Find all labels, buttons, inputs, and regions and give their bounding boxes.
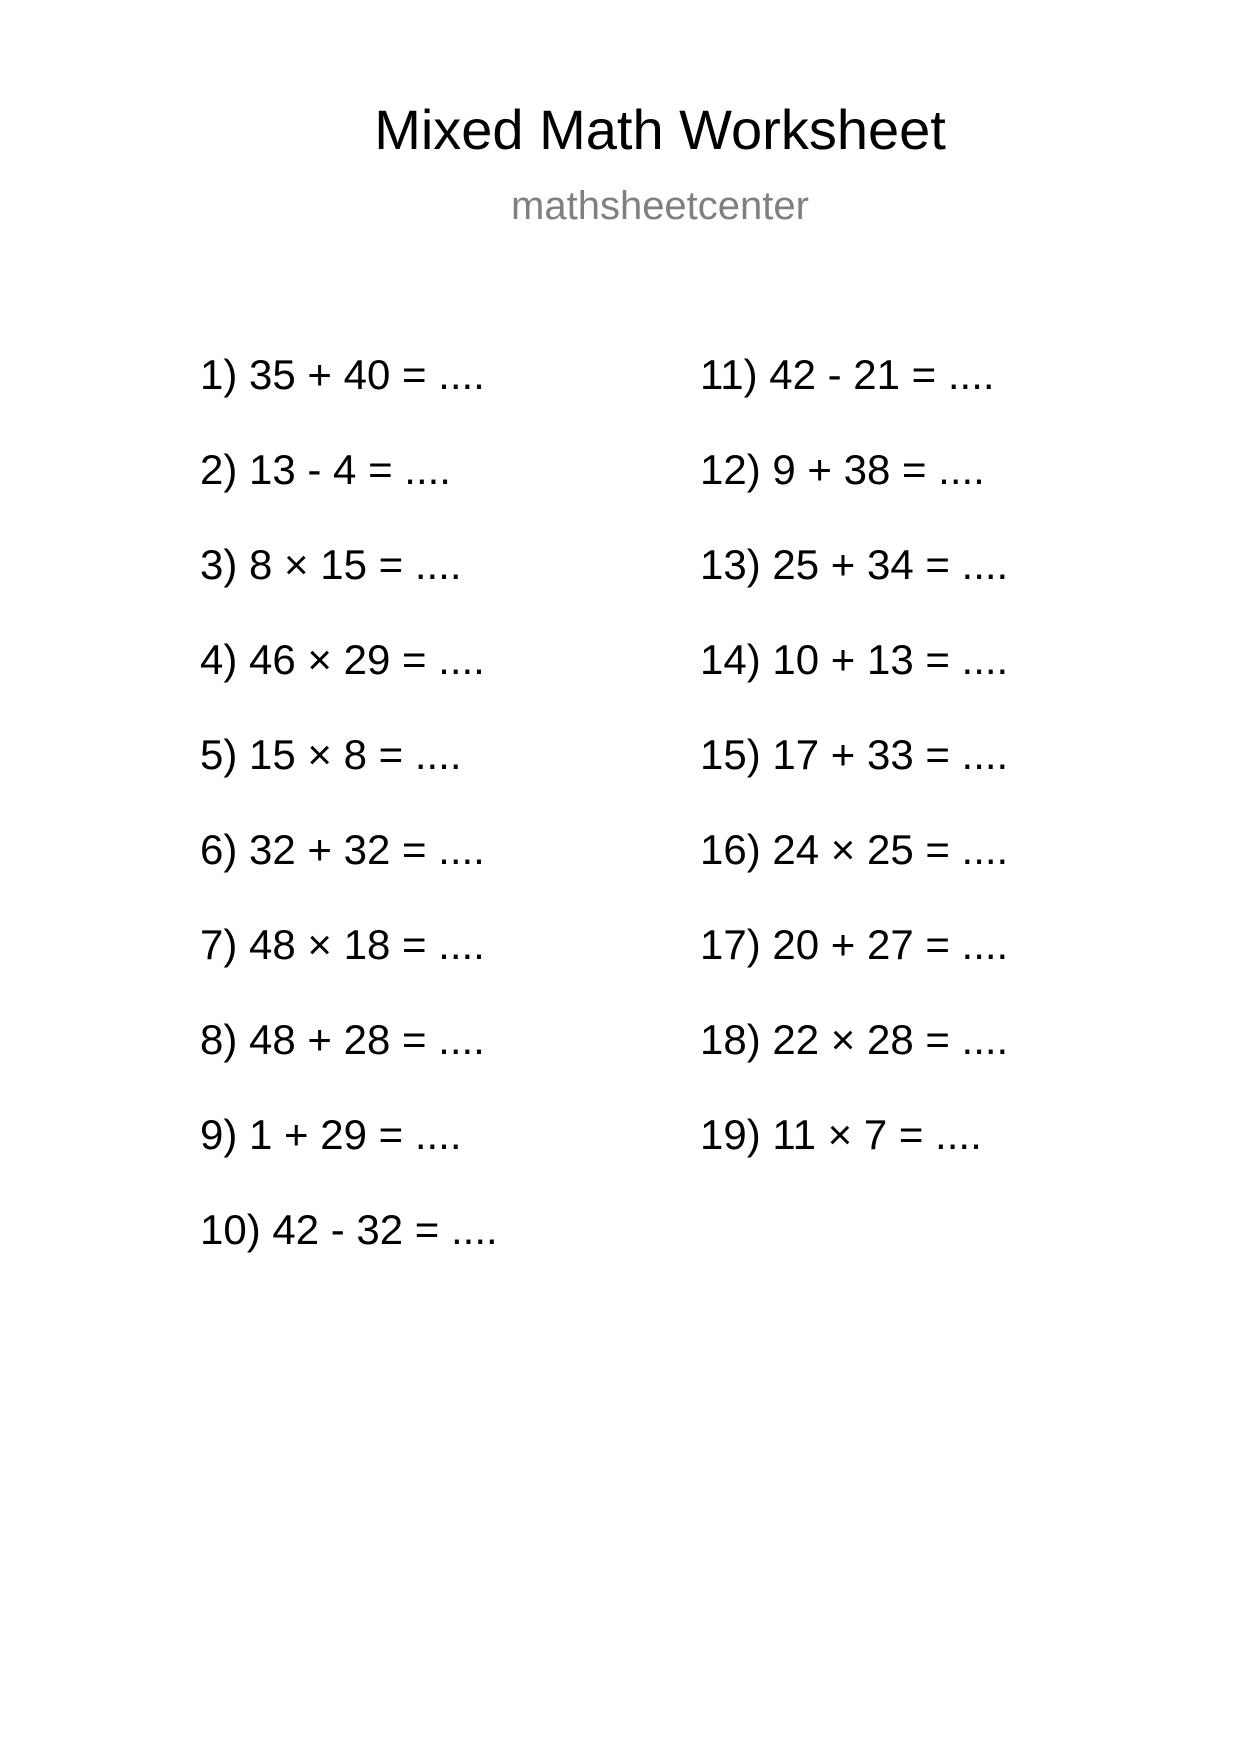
problem-15: 15) 17 + 33 = ....	[700, 731, 1009, 778]
problem-10: 10) 42 - 32 = ....	[200, 1206, 498, 1253]
problem-14: 14) 10 + 13 = ....	[700, 636, 1009, 683]
problem-16: 16) 24 × 25 = ....	[700, 826, 1009, 873]
problem-column-left	[200, 350, 498, 1300]
worksheet-title: Mixed Math Worksheet	[374, 98, 946, 161]
problem-13: 13) 25 + 34 = ....	[700, 541, 1009, 588]
problem-7: 7) 48 × 18 = ....	[200, 921, 485, 968]
problem-2: 2) 13 - 4 = ....	[200, 446, 451, 493]
problem-1: 1) 35 + 40 = ....	[200, 351, 485, 398]
problem-8: 8) 48 + 28 = ....	[200, 1016, 485, 1063]
problem-17: 17) 20 + 27 = ....	[700, 921, 1009, 968]
problem-6: 6) 32 + 32 = ....	[200, 826, 485, 873]
problem-5: 5) 15 × 8 = ....	[200, 731, 462, 778]
problem-column-right	[700, 350, 1008, 1205]
worksheet-subtitle: mathsheetcenter	[511, 184, 809, 228]
problem-9: 9) 1 + 29 = ....	[200, 1111, 462, 1158]
problem-19: 19) 11 × 7 = ....	[700, 1111, 982, 1158]
problem-11: 11) 42 - 21 = ....	[700, 351, 995, 398]
problem-12: 12) 9 + 38 = ....	[700, 446, 985, 493]
problem-4: 4) 46 × 29 = ....	[200, 636, 485, 683]
problem-3: 3) 8 × 15 = ....	[200, 541, 462, 588]
problem-18: 18) 22 × 28 = ....	[700, 1016, 1009, 1063]
